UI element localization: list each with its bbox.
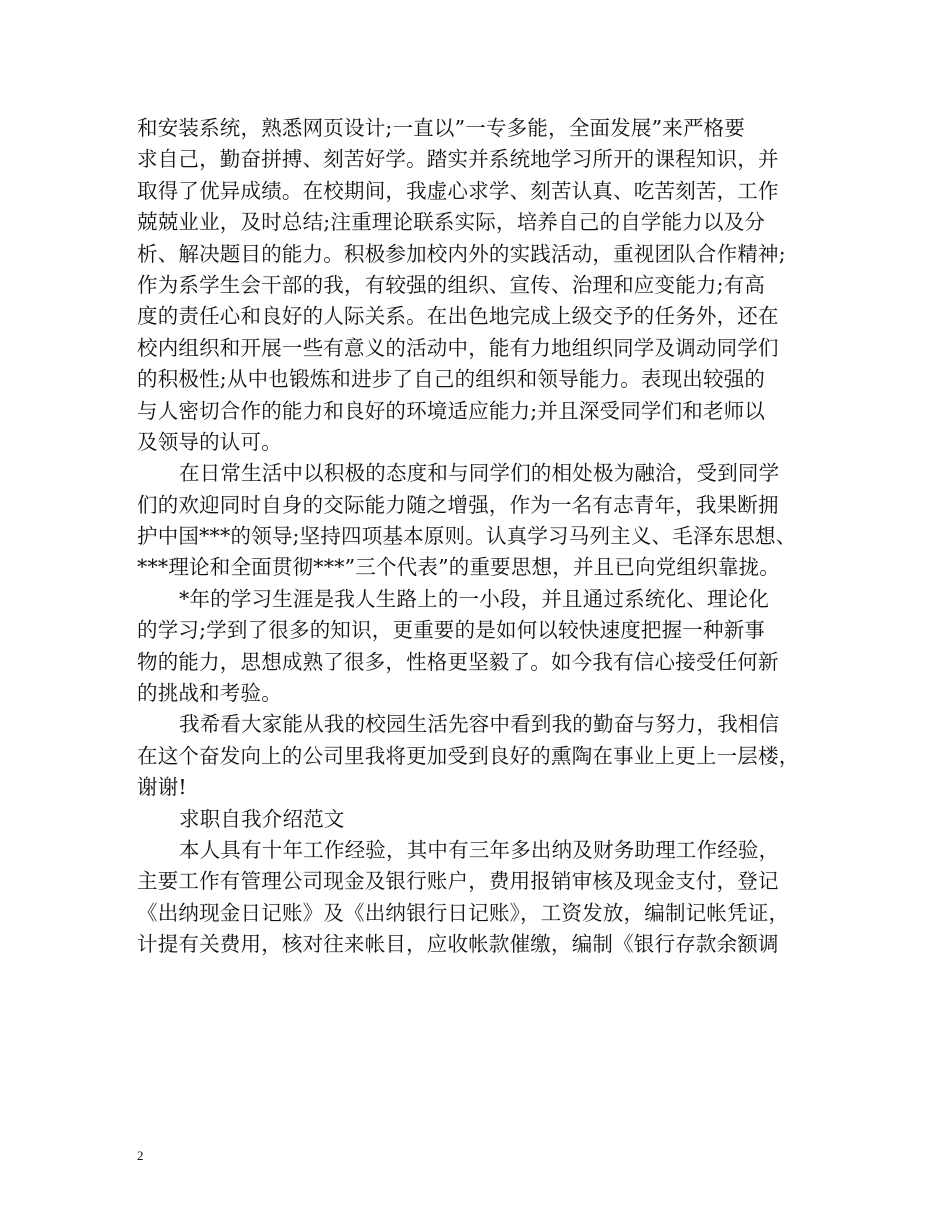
text-line: 主要工作有管理公司现金及银行账户，费用报销审核及现金支付，登记	[137, 869, 779, 894]
body-text	[137, 113, 822, 961]
text-line: 在这个奋发向上的公司里我将更加受到良好的熏陶在事业上更上一层楼，	[137, 743, 800, 768]
text-line: 计提有关费用，核对往来帐目，应收帐款催缴，编制《银行存款余额调	[137, 932, 779, 957]
text-line: 取得了优异成绩。在校期间，我虚心求学、刻苦认真、吃苦刻苦，工作	[137, 178, 779, 203]
text-line: 的积极性;从中也锻炼和进步了自己的组织和领导能力。表现出较强的	[137, 367, 766, 392]
text-line: 《出纳现金日记账》及《出纳银行日记账》，工资发放，编制记帐凭证，	[137, 900, 790, 925]
text-line: 和安装系统，熟悉网页设计;一直以”一专多能，全面发展”来严格要	[137, 116, 746, 140]
text-line: 度的责任心和良好的人际关系。在出色地完成上级交予的任务外，还在	[137, 304, 779, 329]
text-line: 物的能力，思想成熟了很多，性格更坚毅了。如今我有信心接受任何新	[137, 649, 779, 674]
text-line: 们的欢迎同时自身的交际能力随之增强，作为一名有志青年，我果断拥	[137, 492, 779, 517]
text-line: 的挑战和考验。	[137, 681, 282, 706]
text-line: ***理论和全面贯彻***”三个代表”的重要思想，并且已向党组织靠拢。	[137, 555, 780, 580]
text-line: 兢兢业业，及时总结;注重理论联系实际，培养自己的自学能力以及分	[137, 210, 766, 235]
text-line: 护中国***的领导;坚持四项基本原则。认真学习马列主义、毛泽东思想、	[137, 524, 797, 549]
paragraph-start-line: 本人具有十年工作经验，其中有三年多出纳及财务助理工作经验，	[179, 837, 780, 862]
paragraph-start-line: 在日常生活中以积极的态度和与同学们的相处极为融洽，受到同学	[179, 461, 780, 486]
text-line: 谢谢!	[137, 775, 187, 800]
section-heading: 求职自我介绍范文	[179, 806, 345, 831]
text-line: 析、解决题目的能力。积极参加校内外的实践活动，重视团队合作精神;	[137, 241, 786, 266]
paragraph-start-line: *年的学习生涯是我人生路上的一小段，并且通过系统化、理论化	[179, 586, 770, 611]
text-line: 的学习;学到了很多的知识，更重要的是如何以较快速度把握一种新事	[137, 618, 766, 643]
paragraph-start-line: 我希看大家能从我的校园生活先容中看到我的勤奋与努力，我相信	[179, 712, 780, 737]
text-line: 校内组织和开展一些有意义的活动中，能有力地组织同学及调动同学们	[137, 335, 779, 360]
text-line: 及领导的认可。	[137, 429, 282, 454]
text-line: 求自己，勤奋拼搏、刻苦好学。踏实并系统地学习所开的课程知识，并	[137, 147, 779, 172]
page-number: 2	[137, 1148, 144, 1163]
text-line: 作为系学生会干部的我，有较强的组织、宣传、治理和应变能力;有高	[137, 272, 766, 297]
text-line: 与人密切合作的能力和良好的环境适应能力;并且深受同学们和老师以	[137, 398, 766, 423]
